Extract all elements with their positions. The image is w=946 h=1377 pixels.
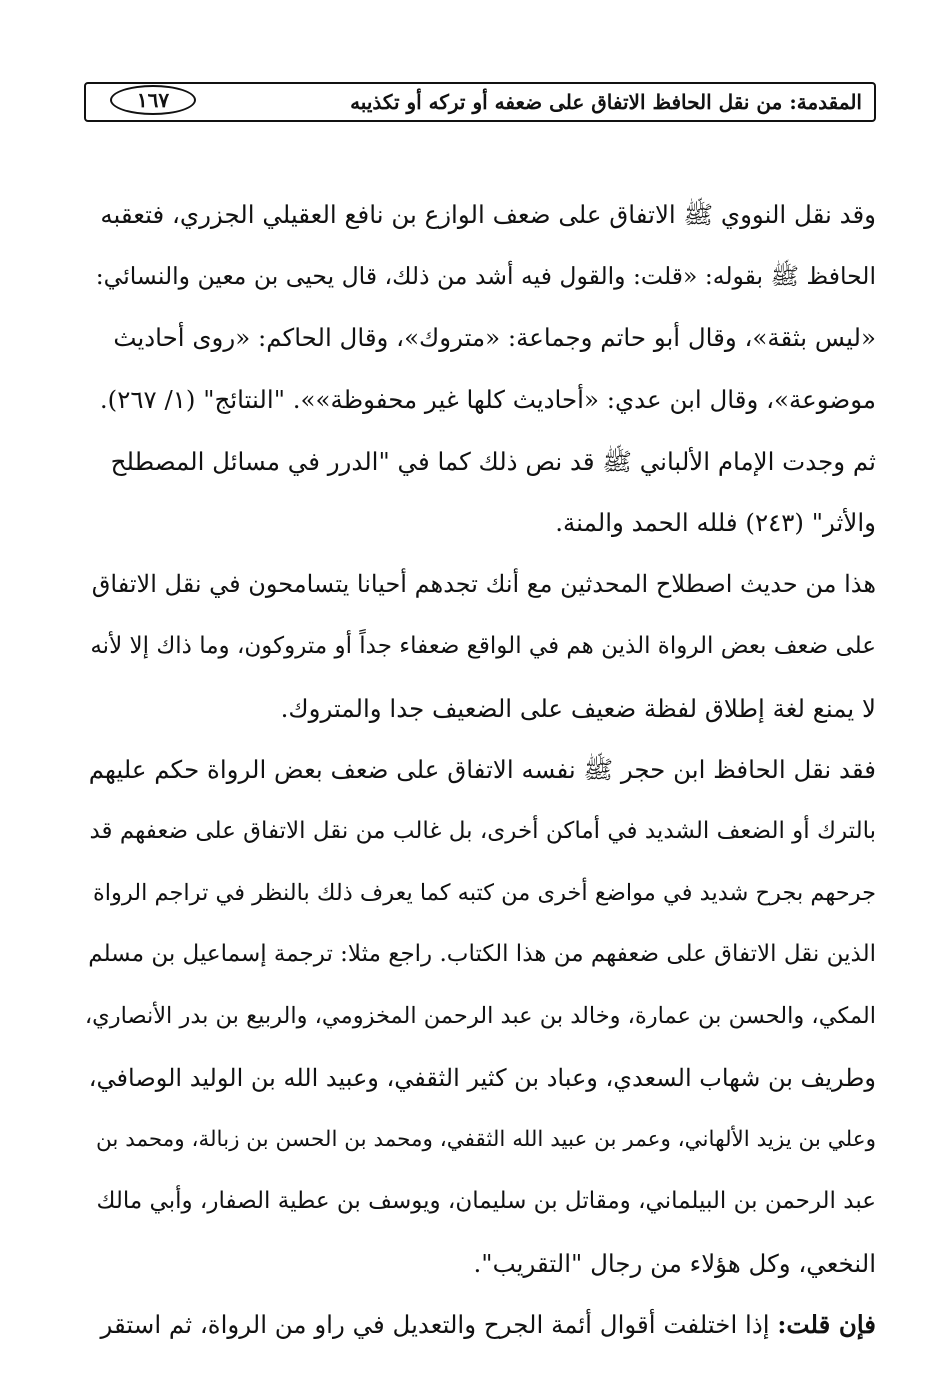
header-title (350, 87, 862, 117)
text-line (82, 431, 876, 493)
text-line (82, 1294, 876, 1356)
line-text: «ليس بثقة»، وقال أبو حاتم وجماعة: «متروك»، وقال الحاكم: «روى أحاديث (113, 323, 876, 353)
line-text: الذين نقل الاتفاق على ضعفهم من هذا الكتاب. راجع مثلا: ترجمة إسماعيل بن مسلم (88, 941, 876, 968)
running-header (84, 82, 876, 122)
text-line (82, 184, 876, 246)
text-line (82, 1048, 876, 1110)
text-line (82, 924, 876, 986)
line-text: الحافظ ﷺ بقوله: «قلت: والقول فيه أشد من ذلك، قال يحيى بن معين والنسائي: (95, 261, 876, 290)
line-text: لا يمنع لغة إطلاق لفظة ضعيف على الضعيف جدا والمتروك. (280, 693, 876, 723)
line-text: إذا اختلفت أقوال أئمة الجرح والتعديل في راو من الرواة، ثم استقر (100, 1310, 770, 1340)
text-line (82, 1171, 876, 1233)
text-line (82, 1109, 876, 1171)
line-text: هذا من حديث اصطلاح المحدثين مع أنك تجدهم أحيانا يتسامحون في نقل الاتفاق (91, 570, 876, 599)
line-text: فقد نقل الحافظ ابن حجر ﷺ نفسه الاتفاق على ضعف بعض الرواة حكم عليهم (88, 755, 876, 785)
text-line (82, 678, 876, 740)
line-text: وقد نقل النووي ﷺ الاتفاق على ضعف الوازع بن نافع العقيلي الجزري، فتعقبه (100, 200, 876, 229)
page-number: ١٦٧ (110, 85, 196, 115)
line-lead: فإن قلت: (777, 1310, 876, 1340)
text-line (82, 246, 876, 308)
text-line (82, 801, 876, 863)
line-text: موضوعة»، وقال ابن عدي: «أحاديث كلها غير محفوظة»». "النتائج" (١/ ٢٦٧). (99, 385, 876, 415)
line-text: ثم وجدت الإمام الألباني ﷺ قد نص ذلك كما في "الدرر في مسائل المصطلح (110, 446, 876, 476)
body-text (82, 184, 876, 1356)
header-title-lead: المقدمة: (789, 90, 862, 114)
text-line (82, 554, 876, 616)
line-text: جرحهم بجرح شديد في مواضع أخرى من كتبه كما يعرف ذلك بالنظر في تراجم الرواة (92, 879, 876, 906)
line-text: النخعي، وكل هؤلاء من رجال "التقريب". (473, 1248, 876, 1278)
header-title-rest: من نقل الحافظ الاتفاق على ضعفه أو تركه أو تكذيبه (350, 90, 783, 114)
text-line (82, 492, 876, 554)
line-text: عبد الرحمن بن البيلماني، ومقاتل بن سليمان، ويوسف بن عطية الصفار، وأبي مالك (96, 1188, 876, 1214)
text-line (82, 369, 876, 431)
text-line (82, 307, 876, 369)
text-line (82, 1233, 876, 1295)
line-text: بالترك أو الضعف الشديد في أماكن أخرى، بل غالب من نقل الاتفاق على ضعفهم قد (89, 817, 876, 844)
line-text: وطريف بن شهاب السعدي، وعباد بن كثير الثقفي، وعبيد الله بن الوليد الوصافي، (88, 1063, 876, 1092)
line-text: على ضعف بعض الرواة الذين هم في الواقع ضعفاء جداً أو متروكون، وما ذاك إلا لأنه (90, 632, 876, 659)
line-text: وعلي بن يزيد الألهاني، وعمر بن عبيد الله الثقفي، ومحمد بن الحسن بن زبالة، ومحمد بن (96, 1127, 876, 1153)
text-line (82, 863, 876, 925)
line-text: المكي، والحسن بن عمارة، وخالد بن عبد الرحمن المخزومي، والربيع بن بدر الأنصاري، (84, 1002, 876, 1029)
text-line (82, 616, 876, 678)
line-text: والأثر" (٢٤٣) فلله الحمد والمنة. (555, 508, 876, 538)
text-line (82, 739, 876, 801)
text-line (82, 986, 876, 1048)
